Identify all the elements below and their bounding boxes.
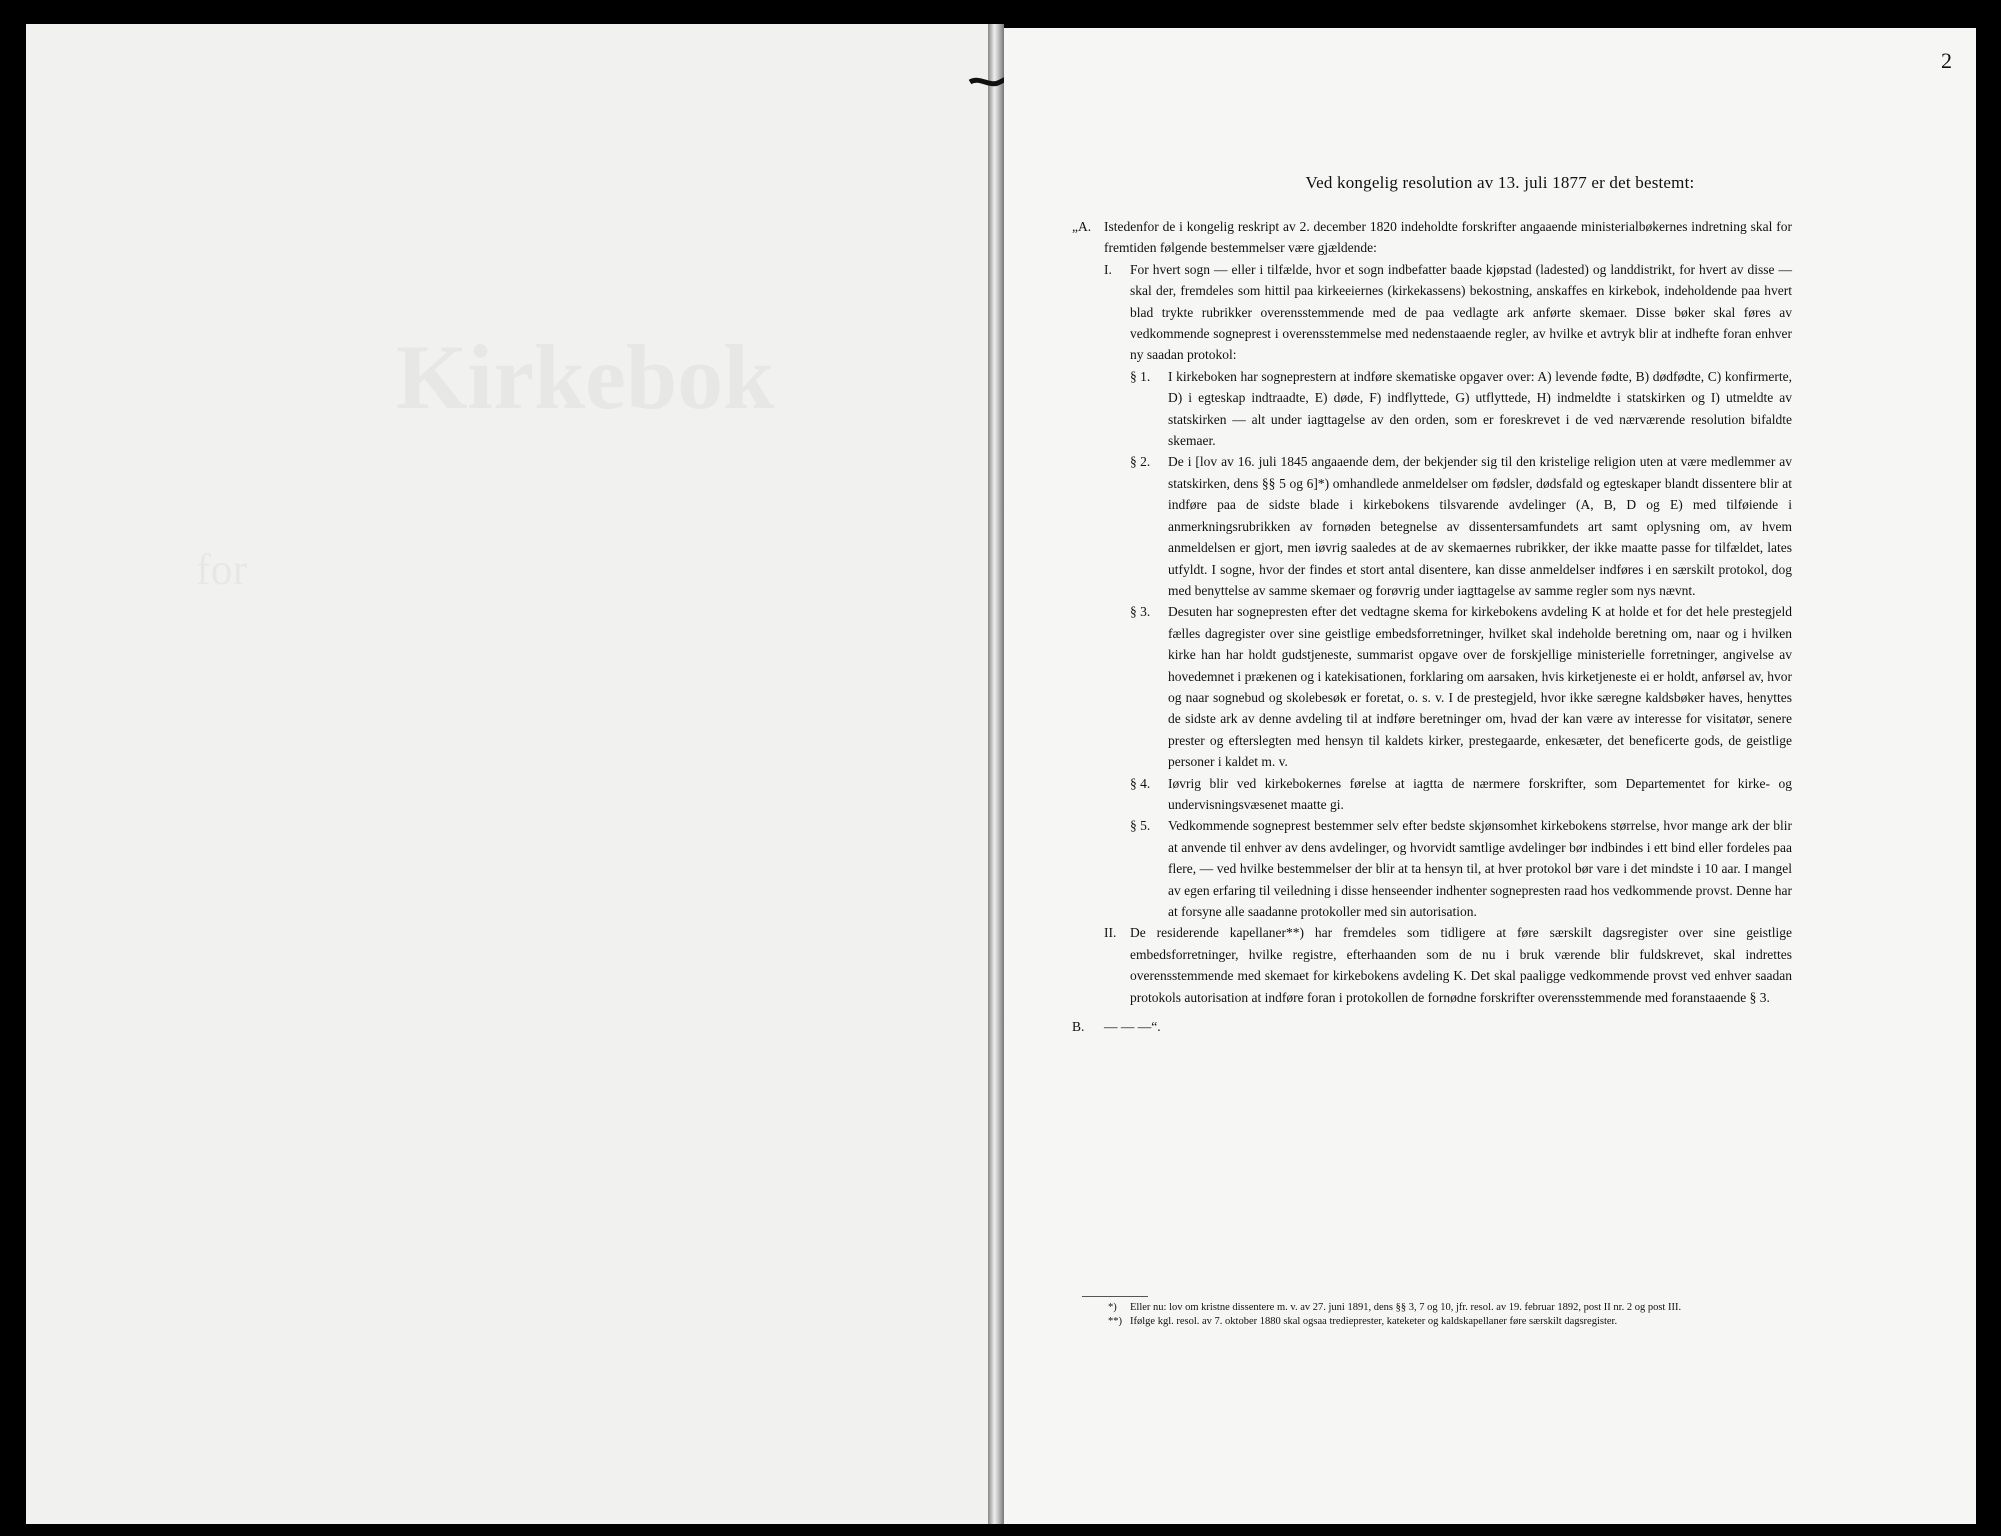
footnote-text: Eller nu: lov om kristne dissentere m. v. av 27. juni 1891, dens §§ 3, 7 og 10, jfr. resol. av 19. februar 1892, post II nr. 2 og post III. xyxy=(1130,1302,1682,1313)
footnote-mark: **) xyxy=(1108,1316,1122,1327)
paragraph-1 xyxy=(1072,366,1792,452)
footnotes xyxy=(1108,1301,1788,1329)
section-b-text: — — —“. xyxy=(1104,1019,1161,1035)
book-spine xyxy=(988,24,1004,1524)
paragraph-4 xyxy=(1072,773,1792,816)
paragraph-2 xyxy=(1072,451,1792,601)
section-a xyxy=(1072,216,1792,259)
paragraph-label: § 4. xyxy=(1130,775,1151,791)
ghost-title-bleedthrough xyxy=(396,324,774,430)
paragraph-text: De i [lov av 16. juli 1845 angaaende dem, der bekjender sig til den kristelige religion uten at være medlemmer av statskirken, dens §§ 5 og 6]*) omhandlede anmeldelser om fødsler, dødsfald og egteskaper blandt dissentere blir at indføre paa de sidste blade i kirkebokens tilsvarende avdelinger (A, B, D og E) med tilføiende i anmerkningsrubrikken av fornøden betegnelse av dissentersamfundets art samt oplysning om, av hvem anmeldelsen er gjort, men iøvrig saaledes at de av skemaernes rubrikker, der ikke maatte passe for tilfældet, lates utfyldt. I sogne, hvor der findes et stort antal disentere, kan disse anmeldelser indføres i en særskilt protokol, dog med benyttelse av samme skemaer og forøvrig under iagttagelse av samme regler som nys nævnt. xyxy=(1168,454,1792,598)
footnote-text: Ifølge kgl. resol. av 7. oktober 1880 skal ogsaa tredieprester, kateketer og kaldskapellaner føre særskilt dagsregister. xyxy=(1130,1316,1618,1327)
page-number: 2 xyxy=(1941,48,1952,73)
item-2 xyxy=(1072,922,1792,1008)
paragraph-label: § 2. xyxy=(1130,454,1151,470)
item-1 xyxy=(1072,259,1792,366)
footnote xyxy=(1108,1301,1788,1315)
section-b-label: B. xyxy=(1072,1019,1085,1035)
item-2-text: De residerende kapellaner**) har fremdeles som tidligere at føre særskilt dagsregister over sine geistlige embedsforretninger, hvilke registre, efterhaanden som de nu i bruk værende blir fuldskrevet, skal indrettes overensstemmende med skemaet for kirkebokens avdeling K. Det skal paaligge vedkommende provst ved enhver saadan protokols autorisation at indføre foran i protokollen de fornødne forskrifter overensstemmende med foranstaaende § 3. xyxy=(1130,925,1792,1005)
section-a-label: „A. xyxy=(1072,219,1092,234)
item-1-text: For hvert sogn — eller i tilfælde, hvor et sogn indbefatter baade kjøpstad (ladested) og landdistrikt, for hvert av disse — skal der, fremdeles som hittil paa kirkeeiernes (kirkekassens) bekostning, anskaffes en kirkebok, indeholdende paa hvert blad trykte rubrikker overensstemmende med de paa vedlagte ark anførte skemaer. Disse bøker skal føres av vedkommende sogneprest i overensstemmelse med nedenstaaende regler, av hvilke et avtryk blir at indhefte foran enhver ny saadan protokol: xyxy=(1130,261,1792,363)
paragraph-label: § 5. xyxy=(1130,818,1151,834)
paragraph-5 xyxy=(1072,815,1792,922)
left-page xyxy=(26,24,991,1524)
paragraph-text: Iøvrig blir ved kirkebokernes førelse at iagtta de nærmere forskrifter, som Departementet for kirke- og undervisningsvæsenet maatte gi. xyxy=(1168,775,1792,812)
footnote-mark: *) xyxy=(1108,1302,1117,1313)
section-a-intro: Istedenfor de i kongelig reskript av 2. december 1820 indeholdte forskrifter angaaende ministerialbøkernes indretning skal for fremtiden følgende bestemmelser være gjældende: xyxy=(1104,219,1792,256)
paragraph-text: I kirkeboken har sogneprestern at indføre skematiske opgaver over: A) levende fødte, B) dødfødte, C) konfirmerte, D) i egteskap indtraadte, E) døde, F) indflyttede, G) utflyttede, H) indmeldte i statskirken og I) utmeldte av statskirken — alt under iagttagelse av den orden, som er foreskrevet i de ved nærværende resolution bifaldte skemaer. xyxy=(1168,368,1792,449)
paragraph-label: § 1. xyxy=(1130,368,1151,384)
item-1-label: I. xyxy=(1104,261,1112,277)
footnote-divider xyxy=(1082,1296,1148,1297)
paragraph-text: Vedkommende sogneprest bestemmer selv efter bedste skjønsomhet kirkebokens størrelse, hvor mange ark der blir at anvende til enhver av dens avdelinger, og hvorvidt samtlige avdelinger bør indbindes i ett bind eller fordeles paa flere, — ved hvilke bestemmelser der blir at ta hensyn til, at hver protokol bør vare i det mindste i 10 aar. I mangel av egen erfaring til veiledning i disse henseender indhenter sognepresten raad hos vedkommende provst. Denne har at forsyne alle saadanne protokoller med sin autorisation. xyxy=(1168,818,1792,919)
page-heading: Ved kongelig resolution av 13. juli 1877 er det bestemt: xyxy=(1305,173,1695,192)
paragraph-3 xyxy=(1072,601,1792,772)
resolution-body xyxy=(1072,216,1792,1037)
paragraph-label: § 3. xyxy=(1130,604,1151,620)
section-b xyxy=(1072,1016,1792,1037)
item-2-label: II. xyxy=(1104,925,1117,941)
ghost-line-bleedthrough xyxy=(196,544,247,595)
footnote xyxy=(1108,1315,1788,1329)
paragraph-text: Desuten har sognepresten efter det vedtagne skema for kirkebokens avdeling K at holde et for det hele prestegjeld fælles dagregister over sine geistlige embedsforretninger, hvilket skal indeholde beretning om, naar og i hvilken kirke han har holdt gudstjeneste, summarist opgave over de forskjellige ministerielle forretninger, angivelse av hovedemnet i prækenen og i katekisationen, forklaring om aarsaken, hvis kirketjeneste ei er holdt, anførsel av, hvor og naar sognebud og skolebesøk er foretat, o. s. v. I de prestegjeld, hvor ikke særegne kaldsbøker haves, henyttes de sidste ark av denne avdeling til at indføre beretninger om, hvad der kan være av interesse for visitatør, senere prester og efterslegten med hensyn til kaldets kirker, prestegaarde, enkesæter, det beneficerte gods, de geistlige personer i kaldet m. v. xyxy=(1168,604,1792,770)
